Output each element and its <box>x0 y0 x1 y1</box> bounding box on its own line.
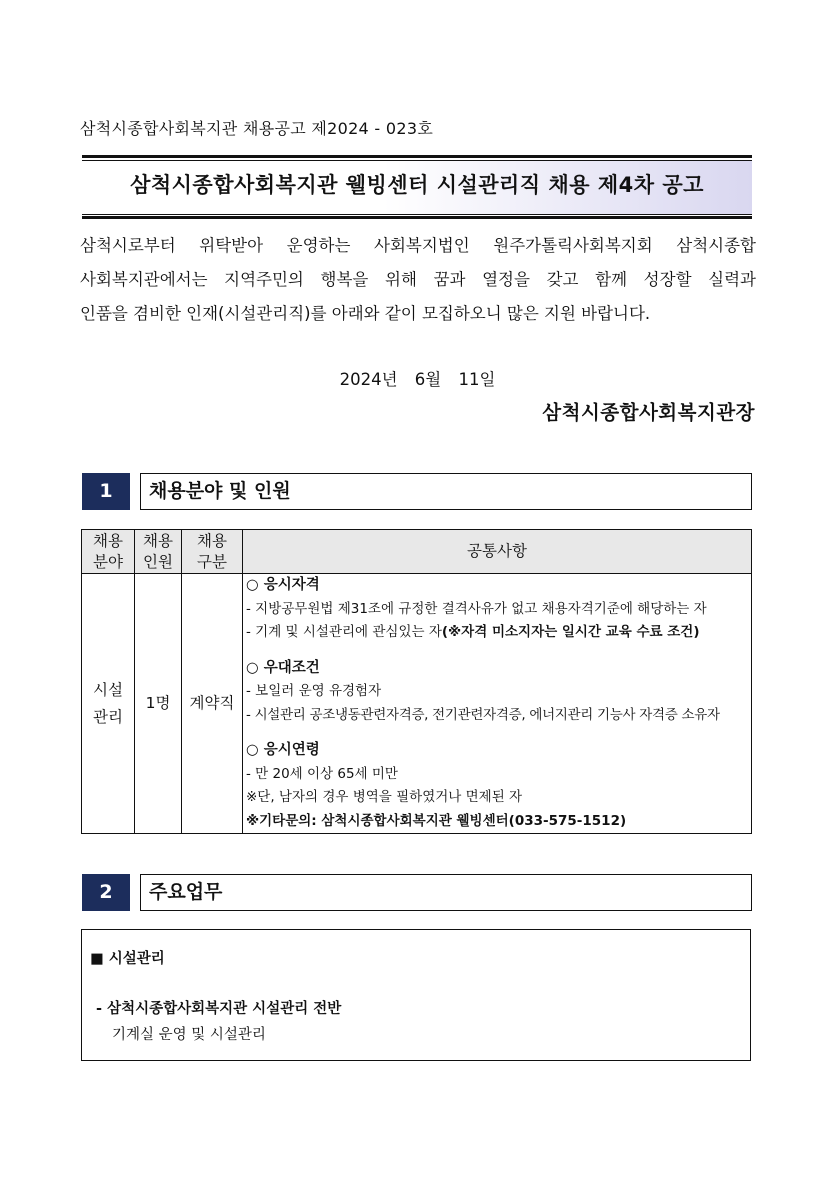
date-month: 6월 <box>414 370 442 389</box>
preference-item: - 보일러 운영 유경험자 <box>246 683 382 699</box>
organization-signature: 삼척시종합사회복지관장 <box>542 401 755 424</box>
age-title: ○ 응시연령 <box>246 742 320 758</box>
notice-date <box>0 366 835 390</box>
section-2-header <box>82 874 752 911</box>
table-row <box>82 574 752 834</box>
date-day: 11일 <box>458 370 496 389</box>
recruitment-table <box>81 529 752 834</box>
duty-detail: 기계실 운영 및 시설관리 <box>112 1027 266 1043</box>
preference-title: ○ 우대조건 <box>246 659 320 676</box>
age-item: ※단, 남자의 경우 병역을 필하였거나 면제된 자 <box>246 789 523 805</box>
intro-line: 삼척시로부터 위탁받아 운영하는 사회복지법인 원주가톨릭사회복지회 삼척시종합 <box>80 236 756 255</box>
intro-line: 인품을 겸비한 인재(시설관리직)를 아래와 같이 모집하오니 많은 지원 바랍니다. <box>80 304 651 323</box>
page-title: 삼척시종합사회복지관 웰빙센터 시설관리직 채용 제4차 공고 <box>130 173 704 197</box>
duties-box <box>81 929 751 1061</box>
duty-title: ■ 시설관리 <box>90 951 165 967</box>
cell-common <box>243 574 752 834</box>
age-item: - 만 20세 이상 65세 미만 <box>246 765 398 782</box>
table-header-row <box>82 530 752 574</box>
section-number: 1 <box>82 473 130 510</box>
header-type: 채용 구분 <box>182 530 243 574</box>
section-1-header <box>82 473 752 510</box>
header-count: 채용 인원 <box>135 530 182 574</box>
header-common: 공통사항 <box>243 530 752 574</box>
date-year: 2024년 <box>339 370 398 389</box>
cell-count: 1명 <box>135 574 182 834</box>
section-title: 채용분야 및 인원 <box>140 473 752 510</box>
header-field: 채용 분야 <box>82 530 135 574</box>
duty-item: - 삼척시종합사회복지관 시설관리 전반 <box>96 1001 342 1017</box>
preference-item: - 시설관리 공조냉동관련자격증, 전기관련자격증, 에너지관리 기능사 자격증 소유자 <box>246 706 720 723</box>
intro-line: 사회복지관에서는 지역주민의 행복을 위해 꿈과 열정을 갖고 함께 성장할 실력과 <box>80 270 756 289</box>
intro-paragraph <box>80 229 756 331</box>
contact-info: ※기타문의: 삼척시종합사회복지관 웰빙센터(033-575-1512) <box>246 812 627 829</box>
notice-number: 삼척시종합사회복지관 채용공고 제2024 - 023호 <box>80 119 434 138</box>
qualification-item-2: - 기계 및 시설관리에 관심있는 자(※자격 미소지자는 일시간 교육 수료 조건) <box>246 624 700 640</box>
qualification-item: - 지방공무원법 제31조에 규정한 결격사유가 없고 채용자격기준에 해당하는 자 <box>246 600 707 617</box>
section-title: 주요업무 <box>140 874 752 911</box>
cell-type: 계약직 <box>182 574 243 834</box>
cell-field: 시설 관리 <box>82 574 135 834</box>
section-number: 2 <box>82 874 130 911</box>
qualification-note: (※자격 미소지자는 일시간 교육 수료 조건) <box>441 624 700 640</box>
qualification-title: ○ 응시자격 <box>246 577 320 593</box>
title-banner <box>82 155 752 218</box>
